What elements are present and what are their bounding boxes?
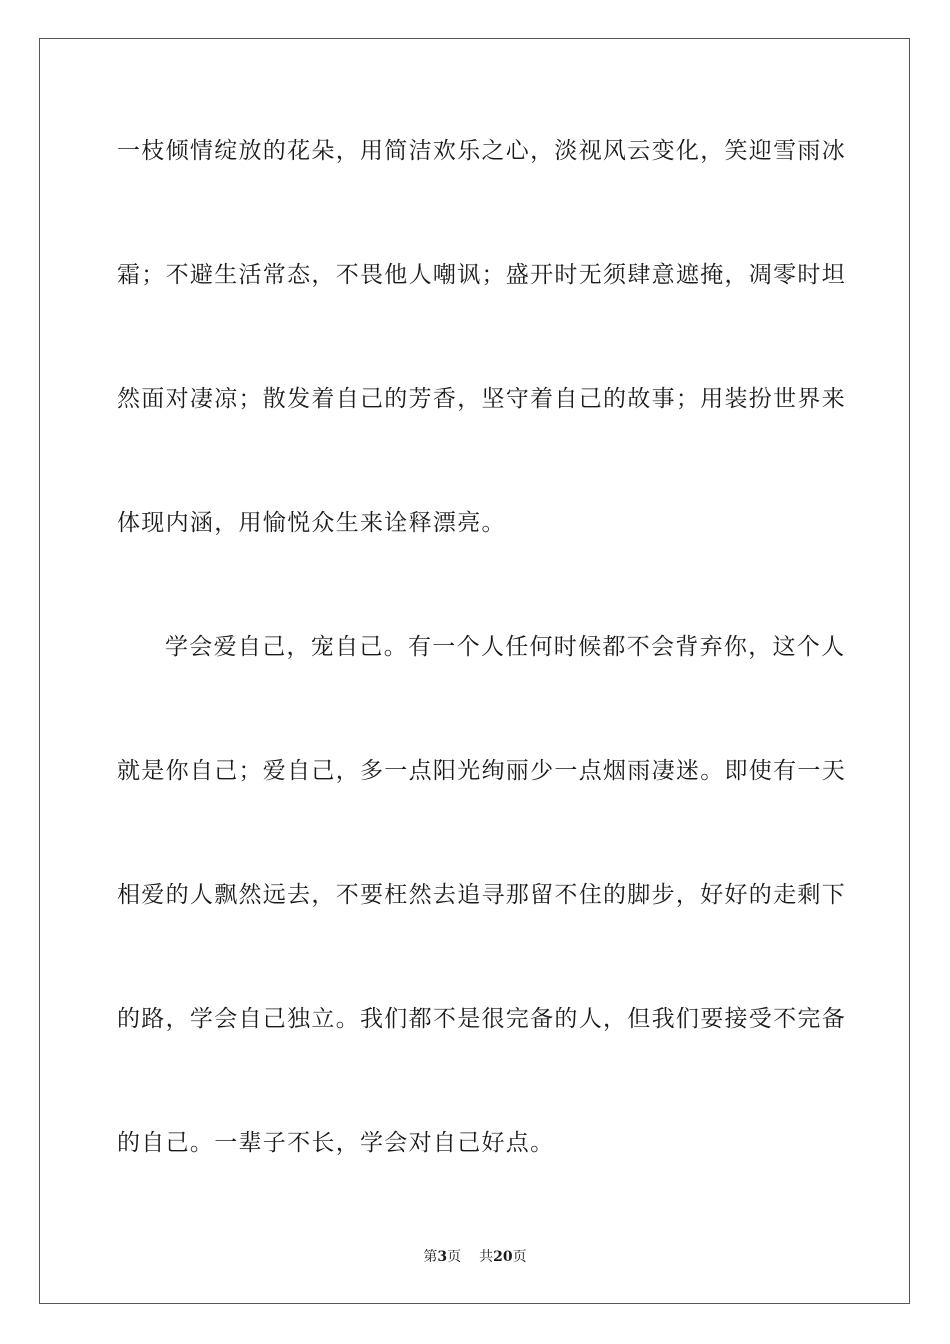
paragraph-line: 就是你自己；爱自己，多一点阳光绚丽少一点烟雨凄迷。即使有一天 [117, 758, 846, 784]
paragraph-line: 体现内涵，用愉悦众生来诠释漂亮。 [117, 510, 506, 536]
page-border [39, 38, 910, 1304]
page-number: 3 [437, 1249, 448, 1265]
paragraph-line: 的路，学会自己独立。我们都不是很完备的人，但我们要接受不完备 [117, 1006, 846, 1032]
paragraph-line: 学会爱自己，宠自己。有一个人任何时候都不会背弃你，这个人 [165, 634, 846, 660]
paragraph-line: 相爱的人飘然远去，不要枉然去追寻那留不住的脚步，好好的走剩下 [117, 882, 846, 908]
paragraph-line: 然面对凄凉；散发着自己的芳香，坚守着自己的故事；用装扮世界来 [117, 386, 846, 412]
page-suffix: 页 [447, 1249, 462, 1265]
paragraph-line: 一枝倾情绽放的花朵，用简洁欢乐之心，淡视风云变化，笑迎雪雨冰 [117, 138, 846, 164]
page-footer [0, 1247, 950, 1267]
paragraph-line: 的自己。一辈子不长，学会对自己好点。 [117, 1130, 555, 1156]
page-prefix: 第 [423, 1249, 438, 1265]
total-suffix: 页 [512, 1249, 527, 1265]
total-prefix: 共 [479, 1249, 494, 1265]
paragraph-line: 霜；不避生活常态，不畏他人嘲讽；盛开时无须肆意遮掩，凋零时坦 [117, 262, 846, 288]
total-pages: 20 [493, 1249, 513, 1265]
